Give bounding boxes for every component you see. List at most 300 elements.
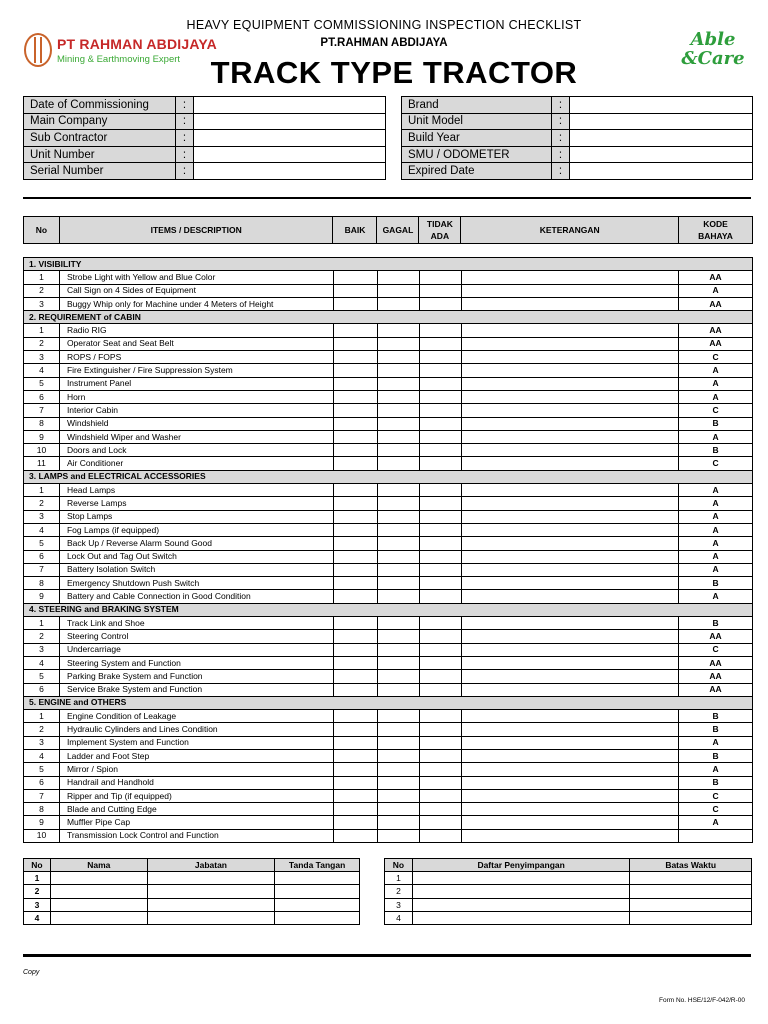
tidak-ada-checkbox[interactable] xyxy=(419,816,461,829)
baik-checkbox[interactable] xyxy=(333,444,377,457)
item-description: Battery Isolation Switch xyxy=(59,563,333,576)
kode-bahaya: A xyxy=(679,523,753,536)
item-description: Buggy Whip only for Machine under 4 Meters of Height xyxy=(59,297,333,310)
item-description: Engine Condition of Leakage xyxy=(59,710,333,723)
gagal-checkbox[interactable] xyxy=(377,816,419,829)
keterangan-field[interactable] xyxy=(461,324,679,337)
tidak-ada-checkbox[interactable] xyxy=(419,444,461,457)
keterangan-field[interactable] xyxy=(461,430,679,443)
tidak-ada-checkbox[interactable] xyxy=(419,510,461,523)
baik-checkbox[interactable] xyxy=(333,537,377,550)
baik-checkbox[interactable] xyxy=(333,670,377,683)
document-header xyxy=(0,0,768,95)
gagal-checkbox[interactable] xyxy=(377,723,419,736)
checklist-row xyxy=(24,776,753,789)
gagal-checkbox[interactable] xyxy=(377,763,419,776)
entry-field[interactable] xyxy=(147,898,275,911)
tidak-ada-checkbox[interactable] xyxy=(419,537,461,550)
keterangan-field[interactable] xyxy=(461,364,679,377)
table-header-row xyxy=(385,859,752,872)
gagal-checkbox[interactable] xyxy=(377,749,419,762)
table-row xyxy=(385,872,752,885)
item-number: 11 xyxy=(24,457,60,470)
tidak-ada-checkbox[interactable] xyxy=(419,670,461,683)
item-number: 5 xyxy=(24,377,60,390)
tidak-ada-checkbox[interactable] xyxy=(419,417,461,430)
row-number: 1 xyxy=(385,872,413,885)
gagal-checkbox[interactable] xyxy=(377,404,419,417)
checklist-row xyxy=(24,550,753,563)
baik-checkbox[interactable] xyxy=(333,390,377,403)
row-number: 2 xyxy=(385,885,413,898)
column-header: Batas Waktu xyxy=(630,859,752,872)
gagal-checkbox[interactable] xyxy=(377,444,419,457)
gagal-checkbox[interactable] xyxy=(377,377,419,390)
entry-field[interactable] xyxy=(50,872,147,885)
info-value-field[interactable] xyxy=(194,146,386,163)
info-colon: : xyxy=(552,97,570,114)
gagal-checkbox[interactable] xyxy=(377,390,419,403)
baik-checkbox[interactable] xyxy=(333,351,377,364)
tidak-ada-checkbox[interactable] xyxy=(419,736,461,749)
item-number: 6 xyxy=(24,390,60,403)
kode-bahaya: AA xyxy=(679,630,753,643)
keterangan-field[interactable] xyxy=(461,590,679,603)
gagal-checkbox[interactable] xyxy=(377,577,419,590)
gagal-checkbox[interactable] xyxy=(377,736,419,749)
tidak-ada-checkbox[interactable] xyxy=(419,523,461,536)
entry-field[interactable] xyxy=(147,872,275,885)
gagal-checkbox[interactable] xyxy=(377,523,419,536)
info-label: SMU / ODOMETER xyxy=(402,146,552,163)
keterangan-field[interactable] xyxy=(461,803,679,816)
kode-bahaya: B xyxy=(679,617,753,630)
gagal-checkbox[interactable] xyxy=(377,789,419,802)
entry-field[interactable] xyxy=(147,911,275,924)
gagal-checkbox[interactable] xyxy=(377,617,419,630)
gagal-checkbox[interactable] xyxy=(377,457,419,470)
baik-checkbox[interactable] xyxy=(333,550,377,563)
keterangan-field[interactable] xyxy=(461,656,679,669)
kode-bahaya: C xyxy=(679,789,753,802)
keterangan-field[interactable] xyxy=(461,577,679,590)
tidak-ada-checkbox[interactable] xyxy=(419,271,461,284)
baik-checkbox[interactable] xyxy=(333,816,377,829)
info-row xyxy=(24,163,386,180)
tidak-ada-checkbox[interactable] xyxy=(419,324,461,337)
row-number: 4 xyxy=(24,911,51,924)
company-logo-name: PT RAHMAN ABDIJAYA xyxy=(57,35,217,52)
tidak-ada-checkbox[interactable] xyxy=(419,550,461,563)
baik-checkbox[interactable] xyxy=(333,577,377,590)
kode-bahaya: A xyxy=(679,736,753,749)
info-value-field[interactable] xyxy=(194,130,386,147)
item-number: 5 xyxy=(24,537,60,550)
checklist-row xyxy=(24,829,753,842)
tidak-ada-checkbox[interactable] xyxy=(419,377,461,390)
table-row xyxy=(24,911,360,924)
kode-bahaya: B xyxy=(679,444,753,457)
gagal-checkbox[interactable] xyxy=(377,337,419,350)
entry-field[interactable] xyxy=(412,911,629,924)
keterangan-field[interactable] xyxy=(461,484,679,497)
baik-checkbox[interactable] xyxy=(333,377,377,390)
row-number: 1 xyxy=(24,872,51,885)
gagal-checkbox[interactable] xyxy=(377,630,419,643)
gagal-checkbox[interactable] xyxy=(377,284,419,297)
kode-bahaya: B xyxy=(679,577,753,590)
table-row xyxy=(24,872,360,885)
kode-bahaya: A xyxy=(679,364,753,377)
tidak-ada-checkbox[interactable] xyxy=(419,457,461,470)
baik-checkbox[interactable] xyxy=(333,523,377,536)
info-colon: : xyxy=(176,130,194,147)
info-value-field[interactable] xyxy=(194,97,386,114)
baik-checkbox[interactable] xyxy=(333,510,377,523)
entry-field[interactable] xyxy=(50,911,147,924)
tidak-ada-checkbox[interactable] xyxy=(419,351,461,364)
column-header: No xyxy=(385,859,413,872)
item-number: 10 xyxy=(24,829,60,842)
baik-checkbox[interactable] xyxy=(333,656,377,669)
baik-checkbox[interactable] xyxy=(333,404,377,417)
info-label: Unit Number xyxy=(24,146,176,163)
tidak-ada-checkbox[interactable] xyxy=(419,683,461,696)
item-number: 7 xyxy=(24,404,60,417)
keterangan-field[interactable] xyxy=(461,404,679,417)
item-number: 1 xyxy=(24,324,60,337)
gagal-checkbox[interactable] xyxy=(377,497,419,510)
entry-field[interactable] xyxy=(630,898,752,911)
tidak-ada-checkbox[interactable] xyxy=(419,297,461,310)
info-colon: : xyxy=(552,146,570,163)
section-title: 2. REQUIREMENT of CABIN xyxy=(24,311,753,324)
baik-checkbox[interactable] xyxy=(333,617,377,630)
tidak-ada-checkbox[interactable] xyxy=(419,404,461,417)
tidak-ada-checkbox[interactable] xyxy=(419,656,461,669)
gagal-checkbox[interactable] xyxy=(377,776,419,789)
column-baik: BAIK xyxy=(333,217,377,244)
baik-checkbox[interactable] xyxy=(333,763,377,776)
baik-checkbox[interactable] xyxy=(333,284,377,297)
gagal-checkbox[interactable] xyxy=(377,510,419,523)
gagal-checkbox[interactable] xyxy=(377,656,419,669)
gagal-checkbox[interactable] xyxy=(377,829,419,842)
baik-checkbox[interactable] xyxy=(333,297,377,310)
kode-bahaya: A xyxy=(679,550,753,563)
able-care-logo-line2: &Care xyxy=(681,48,745,69)
keterangan-field[interactable] xyxy=(461,284,679,297)
info-value-field[interactable] xyxy=(570,97,753,114)
item-description: Head Lamps xyxy=(59,484,333,497)
entry-field[interactable] xyxy=(275,898,360,911)
keterangan-field[interactable] xyxy=(461,337,679,350)
item-number: 5 xyxy=(24,763,60,776)
item-description: Muffler Pipe Cap xyxy=(59,816,333,829)
form-title: HEAVY EQUIPMENT COMMISSIONING INSPECTION CHECKLIST xyxy=(186,18,582,32)
baik-checkbox[interactable] xyxy=(333,417,377,430)
section-title: 5. ENGINE and OTHERS xyxy=(24,696,753,709)
kode-bahaya: B xyxy=(679,417,753,430)
info-value-field[interactable] xyxy=(194,163,386,180)
keterangan-field[interactable] xyxy=(461,271,679,284)
item-number: 7 xyxy=(24,563,60,576)
checklist-row xyxy=(24,510,753,523)
divider xyxy=(23,197,751,199)
item-number: 8 xyxy=(24,803,60,816)
info-value-field[interactable] xyxy=(570,130,753,147)
column-header: Daftar Penyimpangan xyxy=(412,859,629,872)
kode-bahaya: C xyxy=(679,457,753,470)
baik-checkbox[interactable] xyxy=(333,630,377,643)
tidak-ada-checkbox[interactable] xyxy=(419,590,461,603)
item-number: 5 xyxy=(24,670,60,683)
keterangan-field[interactable] xyxy=(461,736,679,749)
column-header: Tanda Tangan xyxy=(275,859,360,872)
baik-checkbox[interactable] xyxy=(333,710,377,723)
tidak-ada-checkbox[interactable] xyxy=(419,430,461,443)
baik-checkbox[interactable] xyxy=(333,829,377,842)
entry-field[interactable] xyxy=(412,872,629,885)
checklist-row xyxy=(24,351,753,364)
keterangan-field[interactable] xyxy=(461,563,679,576)
baik-checkbox[interactable] xyxy=(333,723,377,736)
baik-checkbox[interactable] xyxy=(333,324,377,337)
tidak-ada-checkbox[interactable] xyxy=(419,803,461,816)
gagal-checkbox[interactable] xyxy=(377,537,419,550)
tidak-ada-checkbox[interactable] xyxy=(419,390,461,403)
item-number: 2 xyxy=(24,497,60,510)
info-label: Brand xyxy=(402,97,552,114)
entry-field[interactable] xyxy=(412,885,629,898)
item-number: 2 xyxy=(24,723,60,736)
info-value-field[interactable] xyxy=(570,163,753,180)
tidak-ada-checkbox[interactable] xyxy=(419,484,461,497)
able-care-logo xyxy=(680,30,746,68)
column-header: Nama xyxy=(50,859,147,872)
tidak-ada-checkbox[interactable] xyxy=(419,577,461,590)
gagal-checkbox[interactable] xyxy=(377,590,419,603)
keterangan-field[interactable] xyxy=(461,643,679,656)
info-label: Build Year xyxy=(402,130,552,147)
baik-checkbox[interactable] xyxy=(333,497,377,510)
entry-field[interactable] xyxy=(50,898,147,911)
gagal-checkbox[interactable] xyxy=(377,297,419,310)
row-number: 3 xyxy=(24,898,51,911)
tidak-ada-checkbox[interactable] xyxy=(419,364,461,377)
keterangan-field[interactable] xyxy=(461,550,679,563)
kode-bahaya: AA xyxy=(679,271,753,284)
checklist-row xyxy=(24,284,753,297)
keterangan-field[interactable] xyxy=(461,829,679,842)
entry-field[interactable] xyxy=(630,885,752,898)
entry-field[interactable] xyxy=(275,885,360,898)
baik-checkbox[interactable] xyxy=(333,484,377,497)
keterangan-field[interactable] xyxy=(461,749,679,762)
section-title: 1. VISIBILITY xyxy=(24,258,753,271)
kode-bahaya: B xyxy=(679,710,753,723)
keterangan-field[interactable] xyxy=(461,710,679,723)
table-row xyxy=(24,898,360,911)
info-row xyxy=(24,146,386,163)
kode-bahaya: A xyxy=(679,537,753,550)
column-gagal: GAGAL xyxy=(377,217,419,244)
form-number: Form No. HSE/12/F-042/R-00 xyxy=(659,997,745,1004)
info-colon: : xyxy=(176,163,194,180)
item-number: 4 xyxy=(24,656,60,669)
gagal-checkbox[interactable] xyxy=(377,683,419,696)
keterangan-field[interactable] xyxy=(461,537,679,550)
baik-checkbox[interactable] xyxy=(333,563,377,576)
tidak-ada-checkbox[interactable] xyxy=(419,776,461,789)
baik-checkbox[interactable] xyxy=(333,803,377,816)
kode-bahaya: A xyxy=(679,763,753,776)
item-number: 8 xyxy=(24,417,60,430)
baik-checkbox[interactable] xyxy=(333,271,377,284)
info-value-field[interactable] xyxy=(570,146,753,163)
tidak-ada-checkbox[interactable] xyxy=(419,563,461,576)
tidak-ada-checkbox[interactable] xyxy=(419,710,461,723)
item-number: 6 xyxy=(24,776,60,789)
item-description: Fire Extinguisher / Fire Suppression System xyxy=(59,364,333,377)
entry-field[interactable] xyxy=(412,898,629,911)
checklist-row xyxy=(24,364,753,377)
gagal-checkbox[interactable] xyxy=(377,417,419,430)
gagal-checkbox[interactable] xyxy=(377,803,419,816)
keterangan-field[interactable] xyxy=(461,816,679,829)
keterangan-field[interactable] xyxy=(461,789,679,802)
baik-checkbox[interactable] xyxy=(333,789,377,802)
gagal-checkbox[interactable] xyxy=(377,324,419,337)
kode-bahaya: A xyxy=(679,510,753,523)
baik-checkbox[interactable] xyxy=(333,683,377,696)
kode-bahaya: AA xyxy=(679,324,753,337)
gagal-checkbox[interactable] xyxy=(377,710,419,723)
entry-field[interactable] xyxy=(630,911,752,924)
entry-field[interactable] xyxy=(275,911,360,924)
item-number: 3 xyxy=(24,643,60,656)
baik-checkbox[interactable] xyxy=(333,430,377,443)
item-description: ROPS / FOPS xyxy=(59,351,333,364)
item-description: Handrail and Handhold xyxy=(59,776,333,789)
info-value-field[interactable] xyxy=(570,113,753,130)
kode-bahaya: A xyxy=(679,284,753,297)
info-label: Sub Contractor xyxy=(24,130,176,147)
gagal-checkbox[interactable] xyxy=(377,643,419,656)
footer-divider xyxy=(23,954,751,957)
keterangan-field[interactable] xyxy=(461,510,679,523)
checklist-row xyxy=(24,643,753,656)
tidak-ada-checkbox[interactable] xyxy=(419,789,461,802)
keterangan-field[interactable] xyxy=(461,457,679,470)
entry-field[interactable] xyxy=(147,885,275,898)
item-description: Steering System and Function xyxy=(59,656,333,669)
info-row xyxy=(402,146,753,163)
baik-checkbox[interactable] xyxy=(333,364,377,377)
checklist-row xyxy=(24,803,753,816)
keterangan-field[interactable] xyxy=(461,377,679,390)
keterangan-field[interactable] xyxy=(461,297,679,310)
info-value-field[interactable] xyxy=(194,113,386,130)
checklist-row xyxy=(24,484,753,497)
keterangan-field[interactable] xyxy=(461,776,679,789)
kode-bahaya: AA xyxy=(679,670,753,683)
baik-checkbox[interactable] xyxy=(333,736,377,749)
tidak-ada-checkbox[interactable] xyxy=(419,829,461,842)
gagal-checkbox[interactable] xyxy=(377,484,419,497)
gagal-checkbox[interactable] xyxy=(377,364,419,377)
checklist-row xyxy=(24,630,753,643)
item-description: Doors and Lock xyxy=(59,444,333,457)
keterangan-field[interactable] xyxy=(461,763,679,776)
gagal-checkbox[interactable] xyxy=(377,670,419,683)
row-number: 3 xyxy=(385,898,413,911)
tidak-ada-checkbox[interactable] xyxy=(419,723,461,736)
gagal-checkbox[interactable] xyxy=(377,550,419,563)
keterangan-field[interactable] xyxy=(461,723,679,736)
baik-checkbox[interactable] xyxy=(333,749,377,762)
keterangan-field[interactable] xyxy=(461,444,679,457)
keterangan-field[interactable] xyxy=(461,497,679,510)
tidak-ada-checkbox[interactable] xyxy=(419,284,461,297)
column-keterangan: KETERANGAN xyxy=(461,217,679,244)
item-number: 1 xyxy=(24,617,60,630)
checklist-row xyxy=(24,297,753,310)
kode-bahaya: A xyxy=(679,377,753,390)
info-row xyxy=(24,97,386,114)
item-number: 9 xyxy=(24,590,60,603)
checklist-row xyxy=(24,749,753,762)
baik-checkbox[interactable] xyxy=(333,643,377,656)
tidak-ada-checkbox[interactable] xyxy=(419,497,461,510)
checklist-row xyxy=(24,763,753,776)
gagal-checkbox[interactable] xyxy=(377,430,419,443)
gagal-checkbox[interactable] xyxy=(377,563,419,576)
info-colon: : xyxy=(552,130,570,147)
baik-checkbox[interactable] xyxy=(333,337,377,350)
entry-field[interactable] xyxy=(50,885,147,898)
entry-field[interactable] xyxy=(630,872,752,885)
tidak-ada-checkbox[interactable] xyxy=(419,337,461,350)
gagal-checkbox[interactable] xyxy=(377,351,419,364)
gagal-checkbox[interactable] xyxy=(377,271,419,284)
keterangan-field[interactable] xyxy=(461,523,679,536)
baik-checkbox[interactable] xyxy=(333,776,377,789)
tidak-ada-checkbox[interactable] xyxy=(419,763,461,776)
keterangan-field[interactable] xyxy=(461,670,679,683)
item-description: Radio RIG xyxy=(59,324,333,337)
keterangan-field[interactable] xyxy=(461,630,679,643)
tidak-ada-checkbox[interactable] xyxy=(419,630,461,643)
info-colon: : xyxy=(552,163,570,180)
keterangan-field[interactable] xyxy=(461,417,679,430)
info-row xyxy=(402,113,753,130)
entry-field[interactable] xyxy=(275,872,360,885)
baik-checkbox[interactable] xyxy=(333,590,377,603)
checklist-row xyxy=(24,404,753,417)
info-row xyxy=(24,130,386,147)
baik-checkbox[interactable] xyxy=(333,457,377,470)
tidak-ada-checkbox[interactable] xyxy=(419,643,461,656)
keterangan-field[interactable] xyxy=(461,617,679,630)
tidak-ada-checkbox[interactable] xyxy=(419,749,461,762)
keterangan-field[interactable] xyxy=(461,683,679,696)
tidak-ada-checkbox[interactable] xyxy=(419,617,461,630)
info-row xyxy=(402,130,753,147)
keterangan-field[interactable] xyxy=(461,351,679,364)
item-description: Undercarriage xyxy=(59,643,333,656)
keterangan-field[interactable] xyxy=(461,390,679,403)
